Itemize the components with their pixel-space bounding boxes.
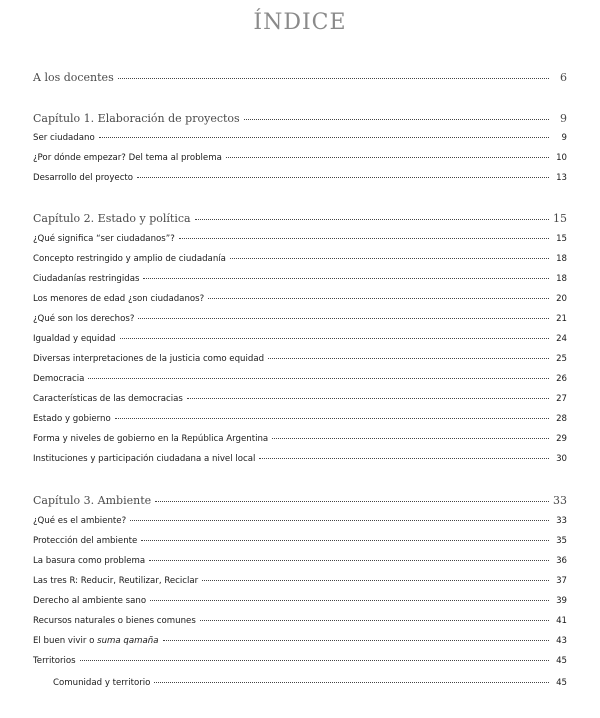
dot-leader bbox=[150, 600, 549, 601]
toc-entry-text: El buen vivir o bbox=[33, 636, 95, 646]
toc-page-number: 45 bbox=[556, 656, 567, 666]
toc-chapter-entry bbox=[33, 71, 567, 87]
page-title: ÍNDICE bbox=[253, 10, 347, 35]
toc-entry-text: Diversas interpretaciones de la justicia como equidad bbox=[33, 354, 265, 364]
toc-entry bbox=[33, 374, 567, 390]
toc-entry bbox=[33, 656, 567, 672]
toc-chapter-entry bbox=[33, 494, 567, 510]
toc-entry-text: Derecho al ambiente sano bbox=[33, 596, 147, 606]
toc-entry-label bbox=[33, 334, 116, 344]
toc-entry bbox=[33, 616, 567, 632]
toc-page-number: 43 bbox=[556, 636, 567, 646]
dot-leader bbox=[200, 620, 549, 621]
toc-page-number: 18 bbox=[556, 274, 567, 284]
toc-entry-text: Estado y gobierno bbox=[33, 414, 111, 424]
toc-entry-label bbox=[33, 234, 175, 244]
dot-leader bbox=[163, 640, 550, 641]
toc-page-number: 37 bbox=[556, 576, 567, 586]
toc-entry bbox=[33, 294, 567, 310]
toc-entry-label bbox=[33, 636, 159, 646]
toc-entry-text: ¿Qué es el ambiente? bbox=[33, 516, 127, 526]
dot-leader bbox=[187, 398, 549, 399]
toc-entry-text: Capítulo 3. Ambiente bbox=[33, 494, 152, 507]
toc-entry-text: Características de las democracias bbox=[33, 394, 183, 404]
toc-page-number: 35 bbox=[556, 536, 567, 546]
toc-entry bbox=[33, 434, 567, 450]
toc-entry-label bbox=[53, 678, 150, 688]
toc-entry-label bbox=[33, 314, 134, 324]
toc-page-number: 24 bbox=[556, 334, 567, 344]
toc-entry-label bbox=[33, 454, 255, 464]
toc-entry-text: Comunidad y territorio bbox=[53, 678, 151, 688]
toc-entry-label bbox=[33, 616, 196, 626]
toc-entry bbox=[33, 133, 567, 149]
toc-entry bbox=[33, 334, 567, 350]
toc-entry-label bbox=[33, 656, 76, 666]
toc-page-number: 30 bbox=[556, 454, 567, 464]
dot-leader bbox=[179, 238, 549, 239]
toc-entry bbox=[33, 314, 567, 330]
toc-entry-label bbox=[33, 556, 145, 566]
toc-entry bbox=[33, 556, 567, 572]
toc-page-number: 9 bbox=[561, 133, 567, 143]
toc-entry bbox=[33, 153, 567, 169]
dot-leader bbox=[208, 298, 549, 299]
toc-entry-label bbox=[33, 516, 126, 526]
toc-entry-text: Ser ciudadano bbox=[33, 133, 95, 143]
toc-entry-label bbox=[33, 374, 84, 384]
toc-page-number: 10 bbox=[556, 153, 567, 163]
toc-entry-text: Ciudadanías restringidas bbox=[33, 274, 140, 284]
dot-leader bbox=[130, 520, 549, 521]
toc-page-number: 15 bbox=[556, 234, 567, 244]
toc-entry-text: ¿Qué significa “ser ciudadanos”? bbox=[33, 234, 175, 244]
toc-page-number: 15 bbox=[553, 212, 567, 225]
toc-page-number: 6 bbox=[560, 71, 567, 84]
toc-page-number: 13 bbox=[556, 173, 567, 183]
toc-entry bbox=[33, 454, 567, 470]
toc-entry-label bbox=[33, 576, 198, 586]
toc-page-number: 33 bbox=[553, 494, 567, 507]
dot-leader bbox=[149, 560, 549, 561]
toc-entry bbox=[33, 576, 567, 592]
dot-leader bbox=[202, 580, 549, 581]
toc-entry-text: Capítulo 1. Elaboración de proyectos bbox=[33, 112, 240, 125]
toc-page-number: 9 bbox=[560, 112, 567, 125]
dot-leader bbox=[143, 278, 549, 279]
toc-entry-label bbox=[33, 294, 204, 304]
toc-entry-label bbox=[33, 434, 268, 444]
toc-entry-label bbox=[33, 71, 114, 84]
toc-entry-text: Territorios bbox=[33, 656, 76, 666]
toc-entry bbox=[33, 274, 567, 290]
toc-page-number: 21 bbox=[556, 314, 567, 324]
toc-entry-text: Instituciones y participación ciudadana a nivel local bbox=[33, 454, 256, 464]
toc-page-number: 45 bbox=[556, 678, 567, 688]
toc-page-number: 27 bbox=[556, 394, 567, 404]
toc-entry-label bbox=[33, 133, 95, 143]
dot-leader bbox=[99, 137, 549, 138]
toc-entry-label bbox=[33, 354, 264, 364]
toc-page-number: 36 bbox=[556, 556, 567, 566]
toc-page-number: 28 bbox=[556, 414, 567, 424]
toc-entry-text: Protección del ambiente bbox=[33, 536, 138, 546]
toc-entry bbox=[33, 516, 567, 532]
dot-leader bbox=[272, 438, 549, 439]
dot-leader bbox=[226, 157, 549, 158]
dot-leader bbox=[154, 682, 549, 683]
toc-entry-label bbox=[33, 173, 133, 183]
dot-leader bbox=[118, 78, 549, 79]
toc-entry-text: ¿Por dónde empezar? Del tema al problema bbox=[33, 153, 222, 163]
toc-entry bbox=[33, 173, 567, 189]
dot-leader bbox=[259, 458, 549, 459]
toc-page-number: 41 bbox=[556, 616, 567, 626]
toc-entry bbox=[33, 536, 567, 552]
dot-leader bbox=[138, 318, 549, 319]
toc-entry-label bbox=[33, 414, 111, 424]
toc-entry bbox=[33, 414, 567, 430]
toc-entry-text: Las tres R: Reducir, Reutilizar, Reciclar bbox=[33, 576, 199, 586]
dot-leader bbox=[115, 418, 549, 419]
toc-entry-label bbox=[33, 274, 139, 284]
toc-entry-label bbox=[33, 112, 240, 125]
dot-leader bbox=[268, 358, 549, 359]
toc-entry-text: La basura como problema bbox=[33, 556, 146, 566]
toc-entry-text: Democracia bbox=[33, 374, 85, 384]
toc-page-number: 20 bbox=[556, 294, 567, 304]
toc-entry bbox=[33, 596, 567, 612]
toc-entry-italic-text: suma qamaña bbox=[97, 636, 159, 646]
toc-entry-text: ¿Qué son los derechos? bbox=[33, 314, 135, 324]
toc-entry-text: Igualdad y equidad bbox=[33, 334, 116, 344]
dot-leader bbox=[141, 540, 549, 541]
toc-entry-text: Recursos naturales o bienes comunes bbox=[33, 616, 196, 626]
dot-leader bbox=[195, 219, 549, 220]
toc-entry bbox=[33, 394, 567, 410]
toc-chapter-entry bbox=[33, 112, 567, 128]
toc-entry-label bbox=[33, 536, 137, 546]
toc-chapter-entry bbox=[33, 212, 567, 228]
toc-page-number: 39 bbox=[556, 596, 567, 606]
toc-page-number: 25 bbox=[556, 354, 567, 364]
dot-leader bbox=[88, 378, 549, 379]
toc-entry-label bbox=[33, 254, 226, 264]
toc-page-number: 26 bbox=[556, 374, 567, 384]
dot-leader bbox=[244, 119, 549, 120]
toc-entry-label bbox=[33, 494, 151, 507]
toc-page-number: 33 bbox=[556, 516, 567, 526]
toc-entry-label bbox=[33, 596, 146, 606]
toc-entry-text: A los docentes bbox=[33, 71, 114, 84]
toc-entry bbox=[53, 678, 567, 694]
dot-leader bbox=[155, 501, 549, 502]
dot-leader bbox=[120, 338, 549, 339]
toc-entry bbox=[33, 354, 567, 370]
toc-entry-text: Forma y niveles de gobierno en la República Argentina bbox=[33, 434, 269, 444]
toc-entry bbox=[33, 254, 567, 270]
toc-entry bbox=[33, 234, 567, 250]
dot-leader bbox=[137, 177, 549, 178]
toc-entry-label bbox=[33, 153, 222, 163]
toc-entry-text: Capítulo 2. Estado y política bbox=[33, 212, 191, 225]
dot-leader bbox=[80, 660, 549, 661]
toc-entry bbox=[33, 636, 567, 652]
toc-page-number: 29 bbox=[556, 434, 567, 444]
toc-entry-text: Concepto restringido y amplio de ciudadanía bbox=[33, 254, 226, 264]
toc-entry-text: Los menores de edad ¿son ciudadanos? bbox=[33, 294, 205, 304]
toc-entry-label bbox=[33, 212, 191, 225]
toc-entry-text: Desarrollo del proyecto bbox=[33, 173, 134, 183]
toc-entry-label bbox=[33, 394, 183, 404]
dot-leader bbox=[230, 258, 549, 259]
toc-page-number: 18 bbox=[556, 254, 567, 264]
